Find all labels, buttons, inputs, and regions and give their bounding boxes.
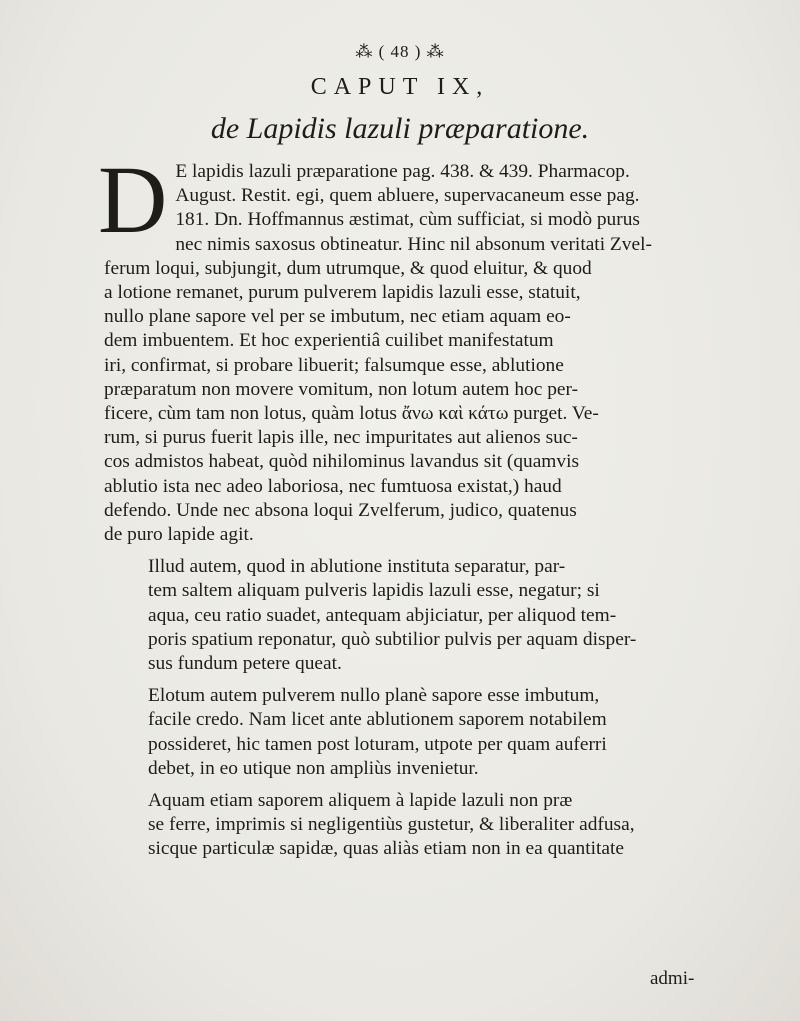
paragraph-2 xyxy=(104,555,734,676)
body-text xyxy=(98,146,734,862)
text-line: cos admistos habeat, quòd nihilominus lavandus sit (quamvis xyxy=(104,451,580,473)
text-line: poris spatium reponatur, quò subtilior pulvis per aquam disper- xyxy=(148,628,637,650)
text-line: nullo plane sapore vel per se imbutum, nec etiam aquam eo- xyxy=(104,306,571,328)
ornament-right: ⁂ xyxy=(426,42,445,61)
catchword: admi- xyxy=(650,968,695,989)
text-line: a lotione remanet, purum pulverem lapidis lazuli esse, statuit, xyxy=(104,282,581,304)
text-line: sus fundum petere queat. xyxy=(148,653,342,675)
text-line: August. Restit. egi, quem abluere, supervacaneum esse pag. xyxy=(175,185,640,207)
text-line: dem imbuentem. Et hoc experientiâ cuilibet manifestatum xyxy=(104,330,554,352)
text-line: ablutio ista nec adeo laboriosa, nec fumtuosa existat,) haud xyxy=(104,475,562,497)
drop-cap: D xyxy=(98,146,168,253)
paragraph-3 xyxy=(104,684,734,781)
text-line: tem saltem aliquam pulveris lapidis lazuli esse, negatur; si xyxy=(148,580,600,602)
text-line: possideret, hic tamen post loturam, utpote per quam auferri xyxy=(148,733,607,755)
text-line: Elotum autem pulverem nullo planè sapore esse imbutum, xyxy=(148,685,600,707)
page-number: ( 48 ) xyxy=(378,42,422,61)
paragraph-4 xyxy=(104,789,734,862)
paragraph-1 xyxy=(98,146,734,547)
text-line: 181. Dn. Hoffmannus æstimat, cùm sufficiat, si modò purus xyxy=(175,209,640,231)
text-line: ficere, cùm tam non lotus, quàm lotus ἄνω καὶ κάτω purget. Ve- xyxy=(104,403,599,425)
text-line: Aquam etiam saporem aliquem à lapide lazuli non præ xyxy=(148,790,573,812)
text-line: iri, confirmat, si probare libuerit; falsumque esse, ablutione xyxy=(104,354,564,376)
text-line: nec nimis saxosus obtineatur. Hinc nil absonum veritati Zvel- xyxy=(175,233,652,255)
chapter-title: de Lapidis lazuli præparatione. xyxy=(210,112,590,145)
ornament-left: ⁂ xyxy=(355,42,374,61)
text-line: defendo. Unde nec absona loqui Zvelferum, judico, quatenus xyxy=(104,499,577,521)
text-line: aqua, ceu ratio suadet, antequam abjiciatur, per aliquod tem- xyxy=(148,604,617,626)
text-line: facile credo. Nam licet ante ablutionem saporem notabilem xyxy=(148,709,607,731)
text-line: se ferre, imprimis si negligentiùs gustetur, & liberaliter adfusa, xyxy=(148,814,635,836)
text-line: Illud autem, quod in ablutione instituta separatur, par- xyxy=(148,556,566,578)
text-line: sicque particulæ sapidæ, quas aliàs etiam non in ea quantitate xyxy=(148,838,625,860)
text-line: ferum loqui, subjungit, dum utrumque, & quod eluitur, & quod xyxy=(104,257,592,279)
text-line: debet, in eo utique non ampliùs invenietur. xyxy=(148,757,479,779)
text-line: E lapidis lazuli præparatione pag. 438. & 439. Pharmacop. xyxy=(175,161,630,182)
chapter-heading: CAPUT IX, xyxy=(310,74,490,100)
text-line: præparatum non movere vomitum, non lotum autem hoc per- xyxy=(104,378,579,400)
text-line: de puro lapide agit. xyxy=(104,524,254,546)
text-line: rum, si purus fuerit lapis ille, nec impuritates aut alienos suc- xyxy=(104,427,578,449)
page-number-line xyxy=(0,42,800,62)
